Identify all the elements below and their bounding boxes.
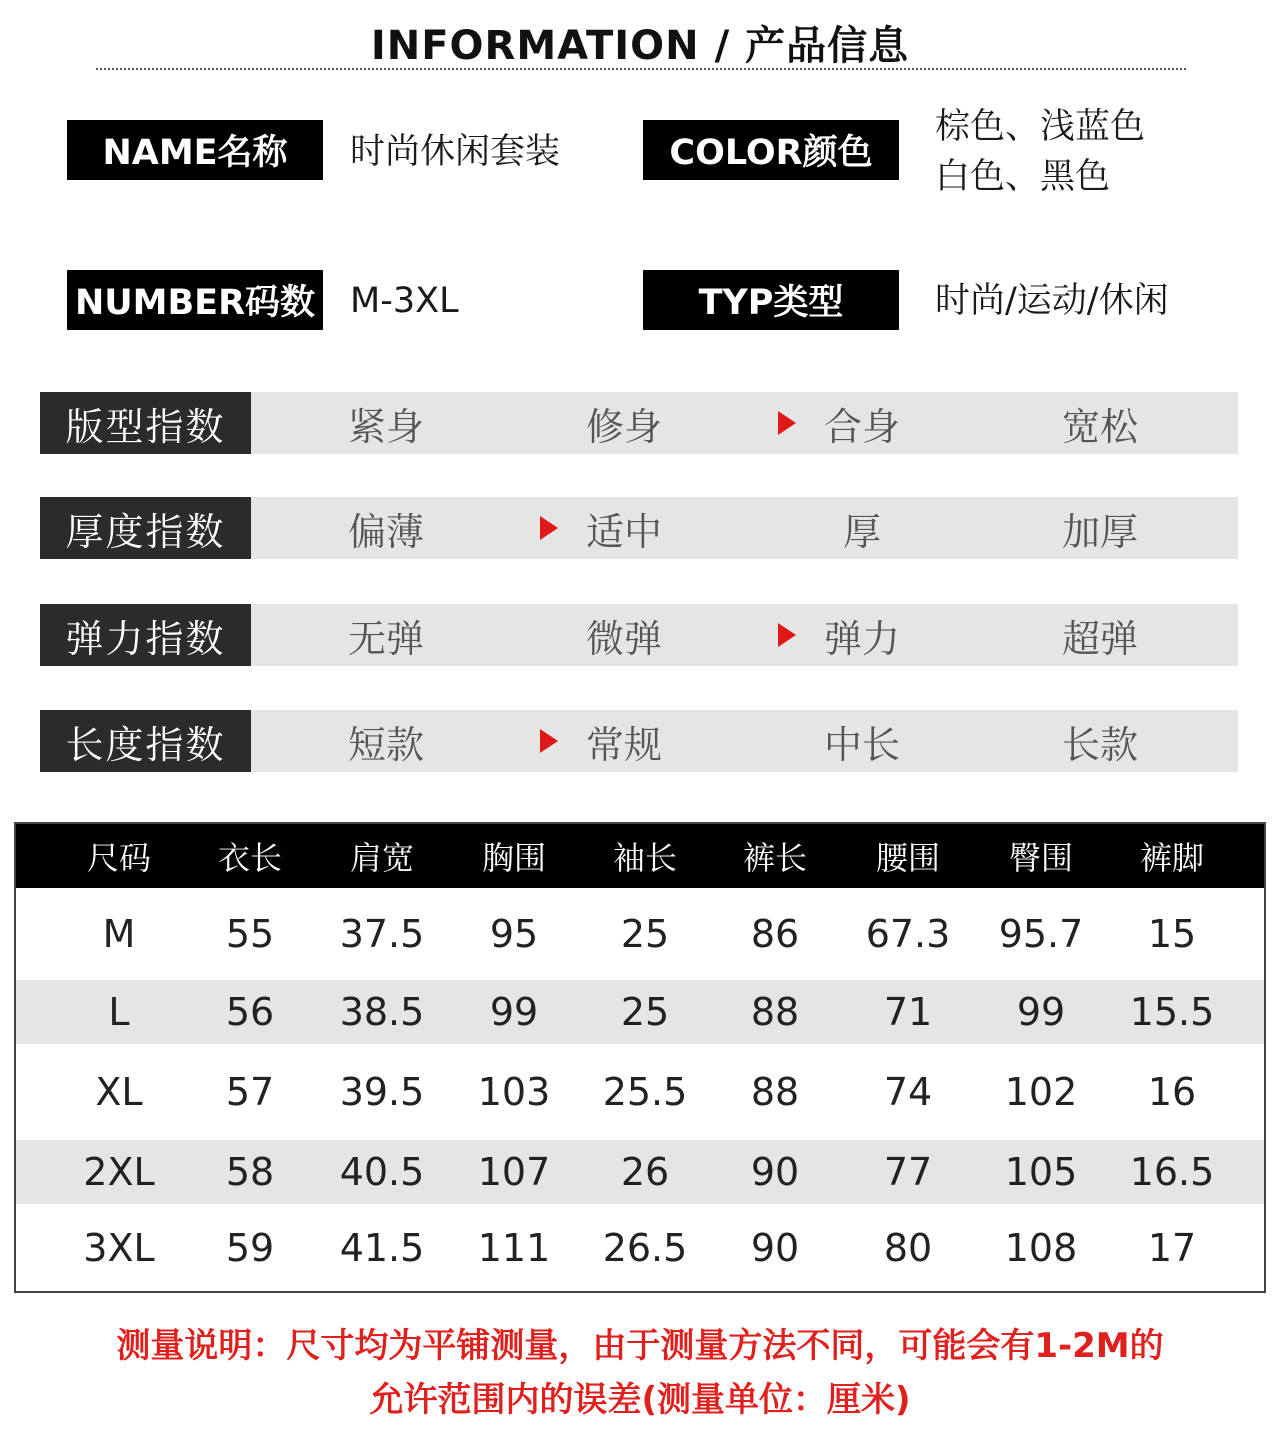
index-option: 常规 — [585, 722, 662, 767]
table-cell: 95 — [489, 912, 539, 956]
table-cell: 90 — [750, 1150, 800, 1194]
index-option: 厚 — [842, 509, 881, 554]
name-label: NAME名称 — [67, 120, 323, 180]
index-option: 紧身 — [347, 404, 424, 449]
table-cell: 40.5 — [339, 1150, 425, 1194]
table-cell: 71 — [883, 990, 933, 1034]
index-option: 弹力 — [823, 616, 900, 661]
column-header: 尺码 — [86, 839, 151, 877]
size-table-header — [16, 824, 1264, 888]
table-cell: 17 — [1147, 1225, 1197, 1270]
index-option: 偏薄 — [347, 509, 424, 554]
table-row — [16, 980, 1264, 1044]
column-header: 腰围 — [875, 839, 940, 877]
measurement-note-line1: 测量说明：尺寸均为平铺测量，由于测量方法不同，可能会有1-2M的 — [116, 1326, 1164, 1366]
table-cell: 26 — [620, 1150, 670, 1194]
index-label: 厚度指数 — [40, 497, 251, 559]
index-row — [40, 710, 1238, 772]
index-row — [40, 604, 1238, 666]
index-option: 长款 — [1061, 722, 1138, 767]
measurement-note-line2: 允许范围内的误差(测量单位：厘米) — [369, 1380, 911, 1420]
index-label: 版型指数 — [40, 392, 251, 454]
table-row — [16, 1204, 1264, 1291]
index-option: 超弹 — [1061, 616, 1138, 661]
table-cell: 105 — [1004, 1150, 1078, 1194]
table-cell: 41.5 — [339, 1225, 425, 1270]
color-value-line2: 白色、黑色 — [935, 157, 1111, 197]
table-cell: 37.5 — [339, 912, 425, 956]
size-label-cell: 2XL — [83, 1150, 155, 1194]
size-label-cell: L — [108, 990, 130, 1034]
number-value: M-3XL — [350, 281, 459, 321]
index-option: 加厚 — [1061, 509, 1138, 554]
table-cell: 67.3 — [865, 912, 951, 956]
table-cell: 108 — [1004, 1225, 1078, 1270]
size-label-cell: M — [102, 912, 136, 956]
table-cell: 16 — [1147, 1070, 1197, 1114]
table-cell: 88 — [750, 990, 800, 1034]
selected-marker-icon — [540, 729, 558, 753]
index-option: 宽松 — [1061, 404, 1138, 449]
column-header: 肩宽 — [349, 839, 414, 877]
type-value: 时尚/运动/休闲 — [935, 281, 1169, 321]
table-cell: 26.5 — [602, 1225, 688, 1270]
column-header: 胸围 — [481, 839, 546, 877]
table-row — [16, 1140, 1264, 1204]
index-option: 无弹 — [347, 616, 424, 661]
index-option: 短款 — [347, 722, 424, 767]
index-label: 长度指数 — [40, 710, 251, 772]
table-cell: 15.5 — [1129, 990, 1215, 1034]
table-cell: 90 — [750, 1225, 800, 1270]
index-option: 修身 — [585, 404, 662, 449]
table-cell: 86 — [750, 912, 800, 956]
page-title: INFORMATION / 产品信息 — [370, 23, 910, 69]
table-cell: 103 — [477, 1070, 551, 1114]
selected-marker-icon — [778, 623, 796, 647]
table-cell: 56 — [225, 990, 275, 1034]
table-cell: 99 — [489, 990, 539, 1034]
color-label: COLOR颜色 — [643, 120, 899, 180]
table-cell: 25 — [620, 990, 670, 1034]
table-cell: 102 — [1004, 1070, 1078, 1114]
table-row — [16, 1044, 1264, 1140]
table-cell: 58 — [225, 1150, 275, 1194]
number-label: NUMBER码数 — [67, 270, 323, 330]
type-label: TYP类型 — [643, 270, 899, 330]
column-header: 臀围 — [1008, 839, 1073, 877]
table-cell: 88 — [750, 1070, 800, 1114]
index-row — [40, 497, 1238, 559]
color-value-line1: 棕色、浅蓝色 — [935, 107, 1146, 147]
size-label-cell: 3XL — [83, 1225, 155, 1270]
table-cell: 25.5 — [602, 1070, 688, 1114]
table-cell: 99 — [1016, 990, 1066, 1034]
index-option: 适中 — [585, 509, 662, 554]
table-cell: 25 — [620, 912, 670, 956]
column-header: 裤长 — [742, 839, 807, 877]
table-cell: 57 — [225, 1070, 275, 1114]
size-label-cell: XL — [95, 1070, 143, 1114]
table-cell: 15 — [1147, 912, 1197, 956]
table-cell: 59 — [225, 1225, 275, 1270]
index-row — [40, 392, 1238, 454]
table-cell: 16.5 — [1129, 1150, 1215, 1194]
column-header: 袖长 — [612, 839, 677, 877]
table-cell: 111 — [477, 1225, 551, 1270]
title-divider — [96, 68, 1186, 70]
table-cell: 74 — [883, 1070, 933, 1114]
index-option: 中长 — [823, 722, 900, 767]
column-header: 衣长 — [217, 839, 282, 877]
size-table — [14, 822, 1266, 1293]
index-option: 微弹 — [585, 616, 662, 661]
name-value: 时尚休闲套装 — [350, 132, 561, 172]
selected-marker-icon — [540, 516, 558, 540]
table-cell: 107 — [477, 1150, 551, 1194]
selected-marker-icon — [778, 411, 796, 435]
index-option: 合身 — [823, 404, 900, 449]
column-header: 裤脚 — [1139, 839, 1204, 877]
table-row — [16, 888, 1264, 980]
index-label: 弹力指数 — [40, 604, 251, 666]
table-cell: 39.5 — [339, 1070, 425, 1114]
table-cell: 95.7 — [998, 912, 1084, 956]
table-cell: 55 — [225, 912, 275, 956]
table-cell: 80 — [883, 1225, 933, 1270]
table-cell: 38.5 — [339, 990, 425, 1034]
table-cell: 77 — [883, 1150, 933, 1194]
